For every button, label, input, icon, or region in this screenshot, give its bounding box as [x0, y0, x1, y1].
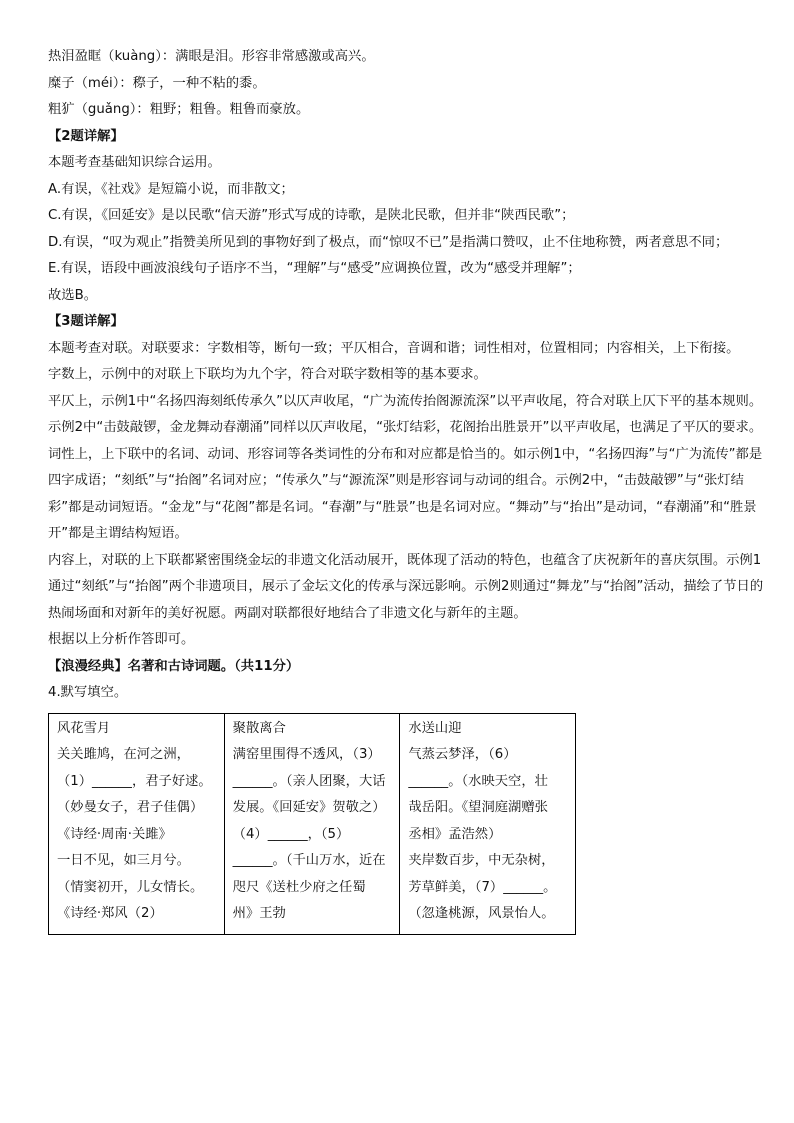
- cell-line: （忽逢桃源，风景怡人。: [408, 906, 555, 921]
- q2-line: C.有误，《回延安》是以民歌“信天游”形式写成的诗歌，是陕北民歌，但并非“陕西民歌”；: [48, 208, 575, 223]
- cell-line: 州》王勃: [232, 906, 286, 921]
- q2-line: 本题考查基础知识综合运用。: [48, 155, 221, 170]
- q3-paragraph: 根据以上分析作答即可。: [48, 632, 195, 647]
- cell-line: ______。（水映天空，壮: [408, 773, 548, 789]
- q3-paragraph: 字数上，示例中的对联上下联均为九个字，符合对联字数相等的基本要求。: [48, 367, 487, 382]
- cell-line: 气蒸云梦泽，（6）: [408, 747, 517, 762]
- poem-cell-3: [400, 713, 576, 934]
- cell-line: 丞相》孟浩然）: [408, 826, 502, 842]
- cell-line: ______。（亲人团聚，大话: [232, 773, 386, 789]
- cell-line: 芳草鲜美，（7）______。: [408, 879, 557, 895]
- q4-prompt: 4.默写填空。: [48, 685, 128, 700]
- q2-line: E.有误，语段中画波浪线句子语序不当，“理解”与“感受”应调换位置，改为“感受并理解”；: [48, 261, 581, 276]
- q2-line: 故选B。: [48, 287, 98, 303]
- cell-line: （4）______，（5）: [232, 826, 350, 842]
- q2-heading: 【2题详解】: [48, 128, 124, 144]
- cell-line: 发展。《回延安》贺敬之）: [232, 800, 386, 815]
- q3-heading: 【3题详解】: [48, 314, 124, 329]
- q3-paragraph: 平仄上，示例1中“名扬四海刻纸传承久”以仄声收尾，“广为流传抬阁源流深”以平声收尾，符合对联上仄下平的基本规则。示例2中“击鼓敲锣，金龙舞动春潮涌”同样以仄声收尾，“张灯结彩，花阁抬出胜景开”以平声收尾，也满足了平仄的要求。: [48, 393, 763, 435]
- poem-cell-1: [49, 713, 225, 934]
- cell-line: 满窑里围得不透风，（3）: [232, 747, 381, 762]
- cell-line: 《诗经·郑风（2）: [57, 906, 163, 921]
- cell-line: 咫尺《送杜少府之任蜀: [232, 879, 366, 895]
- q3-paragraph: 内容上，对联的上下联都紧密围绕金坛的非遗文化活动展开，既体现了活动的特色，也蕴含了庆祝新年的喜庆氛围。示例1通过“刻纸”与“抬阁”两个非遗项目，展示了金坛文化的传承与深远影响。示例2则通过“舞龙”与“抬阁”活动，描绘了节日的热闹场面和对新年的美好祝愿。两副对联都很好地结合了非遗文化与新年的主题。: [48, 552, 764, 621]
- cell-line: 夹岸数百步，中无杂树，: [408, 853, 555, 868]
- cell-line: （1）______，君子好逑。: [57, 773, 212, 789]
- cell-line: 《诗经·周南·关雎》: [57, 826, 172, 842]
- q2-line: D.有误，“叹为观止”指赞美所见到的事物好到了极点，而“惊叹不已”是指满口赞叹，止不住地称赞，两者意思不同；: [48, 234, 729, 250]
- q2-line: A.有误，《社戏》是短篇小说，而非散文；: [48, 181, 294, 197]
- cell-line: ______。（千山万水，近在: [232, 853, 386, 868]
- note-line: 热泪盈眶（kuàng）：满眼是泪。形容非常感激或高兴。: [48, 49, 375, 64]
- cell-line: 哉岳阳。《望洞庭湖赠张: [408, 800, 548, 815]
- cell-line: （情窦初开，儿女情长。: [57, 879, 204, 895]
- cell-line: 关关雎鸠，在河之洲，: [57, 747, 190, 762]
- note-line: 粗犷（guǎng）：粗野；粗鲁。粗鲁而豪放。: [48, 102, 310, 117]
- section-title: 【浪漫经典】名著和古诗词题。（共11分）: [48, 658, 300, 674]
- note-line: 糜子（méi）：穄子，一种不粘的黍。: [48, 75, 266, 91]
- q3-paragraph: 本题考查对联。对联要求：字数相等，断句一致；平仄相合，音调和谐；词性相对，位置相同；内容相关，上下衔接。: [48, 340, 740, 356]
- poem-table: [48, 713, 576, 935]
- cell-line: 水送山迎: [408, 720, 462, 736]
- cell-line: 聚散离合: [232, 720, 286, 736]
- cell-line: （妙曼女子，君子佳偶）: [57, 800, 204, 815]
- cell-line: 一日不见，如三月兮。: [57, 853, 190, 868]
- poem-cell-2: [224, 713, 400, 934]
- document-page: [48, 44, 768, 935]
- cell-line: 风花雪月: [57, 720, 111, 736]
- q3-paragraph: 词性上，上下联中的名词、动词、形容词等各类词性的分布和对应都是恰当的。如示例1中，“名扬四海”与“广为流传”都是四字成语；“刻纸”与“抬阁”名词对应；“传承久”与“源流深”则是形容词与动词的组合。示例2中，“击鼓敲锣”与“张灯结彩”都是动词短语。“金龙”与“花阁”都是名词。“春潮”与“胜景”也是名词对应。“舞动”与“抬出”是动词，“春潮涌”和“胜景开”都是主谓结构短语。: [48, 446, 763, 541]
